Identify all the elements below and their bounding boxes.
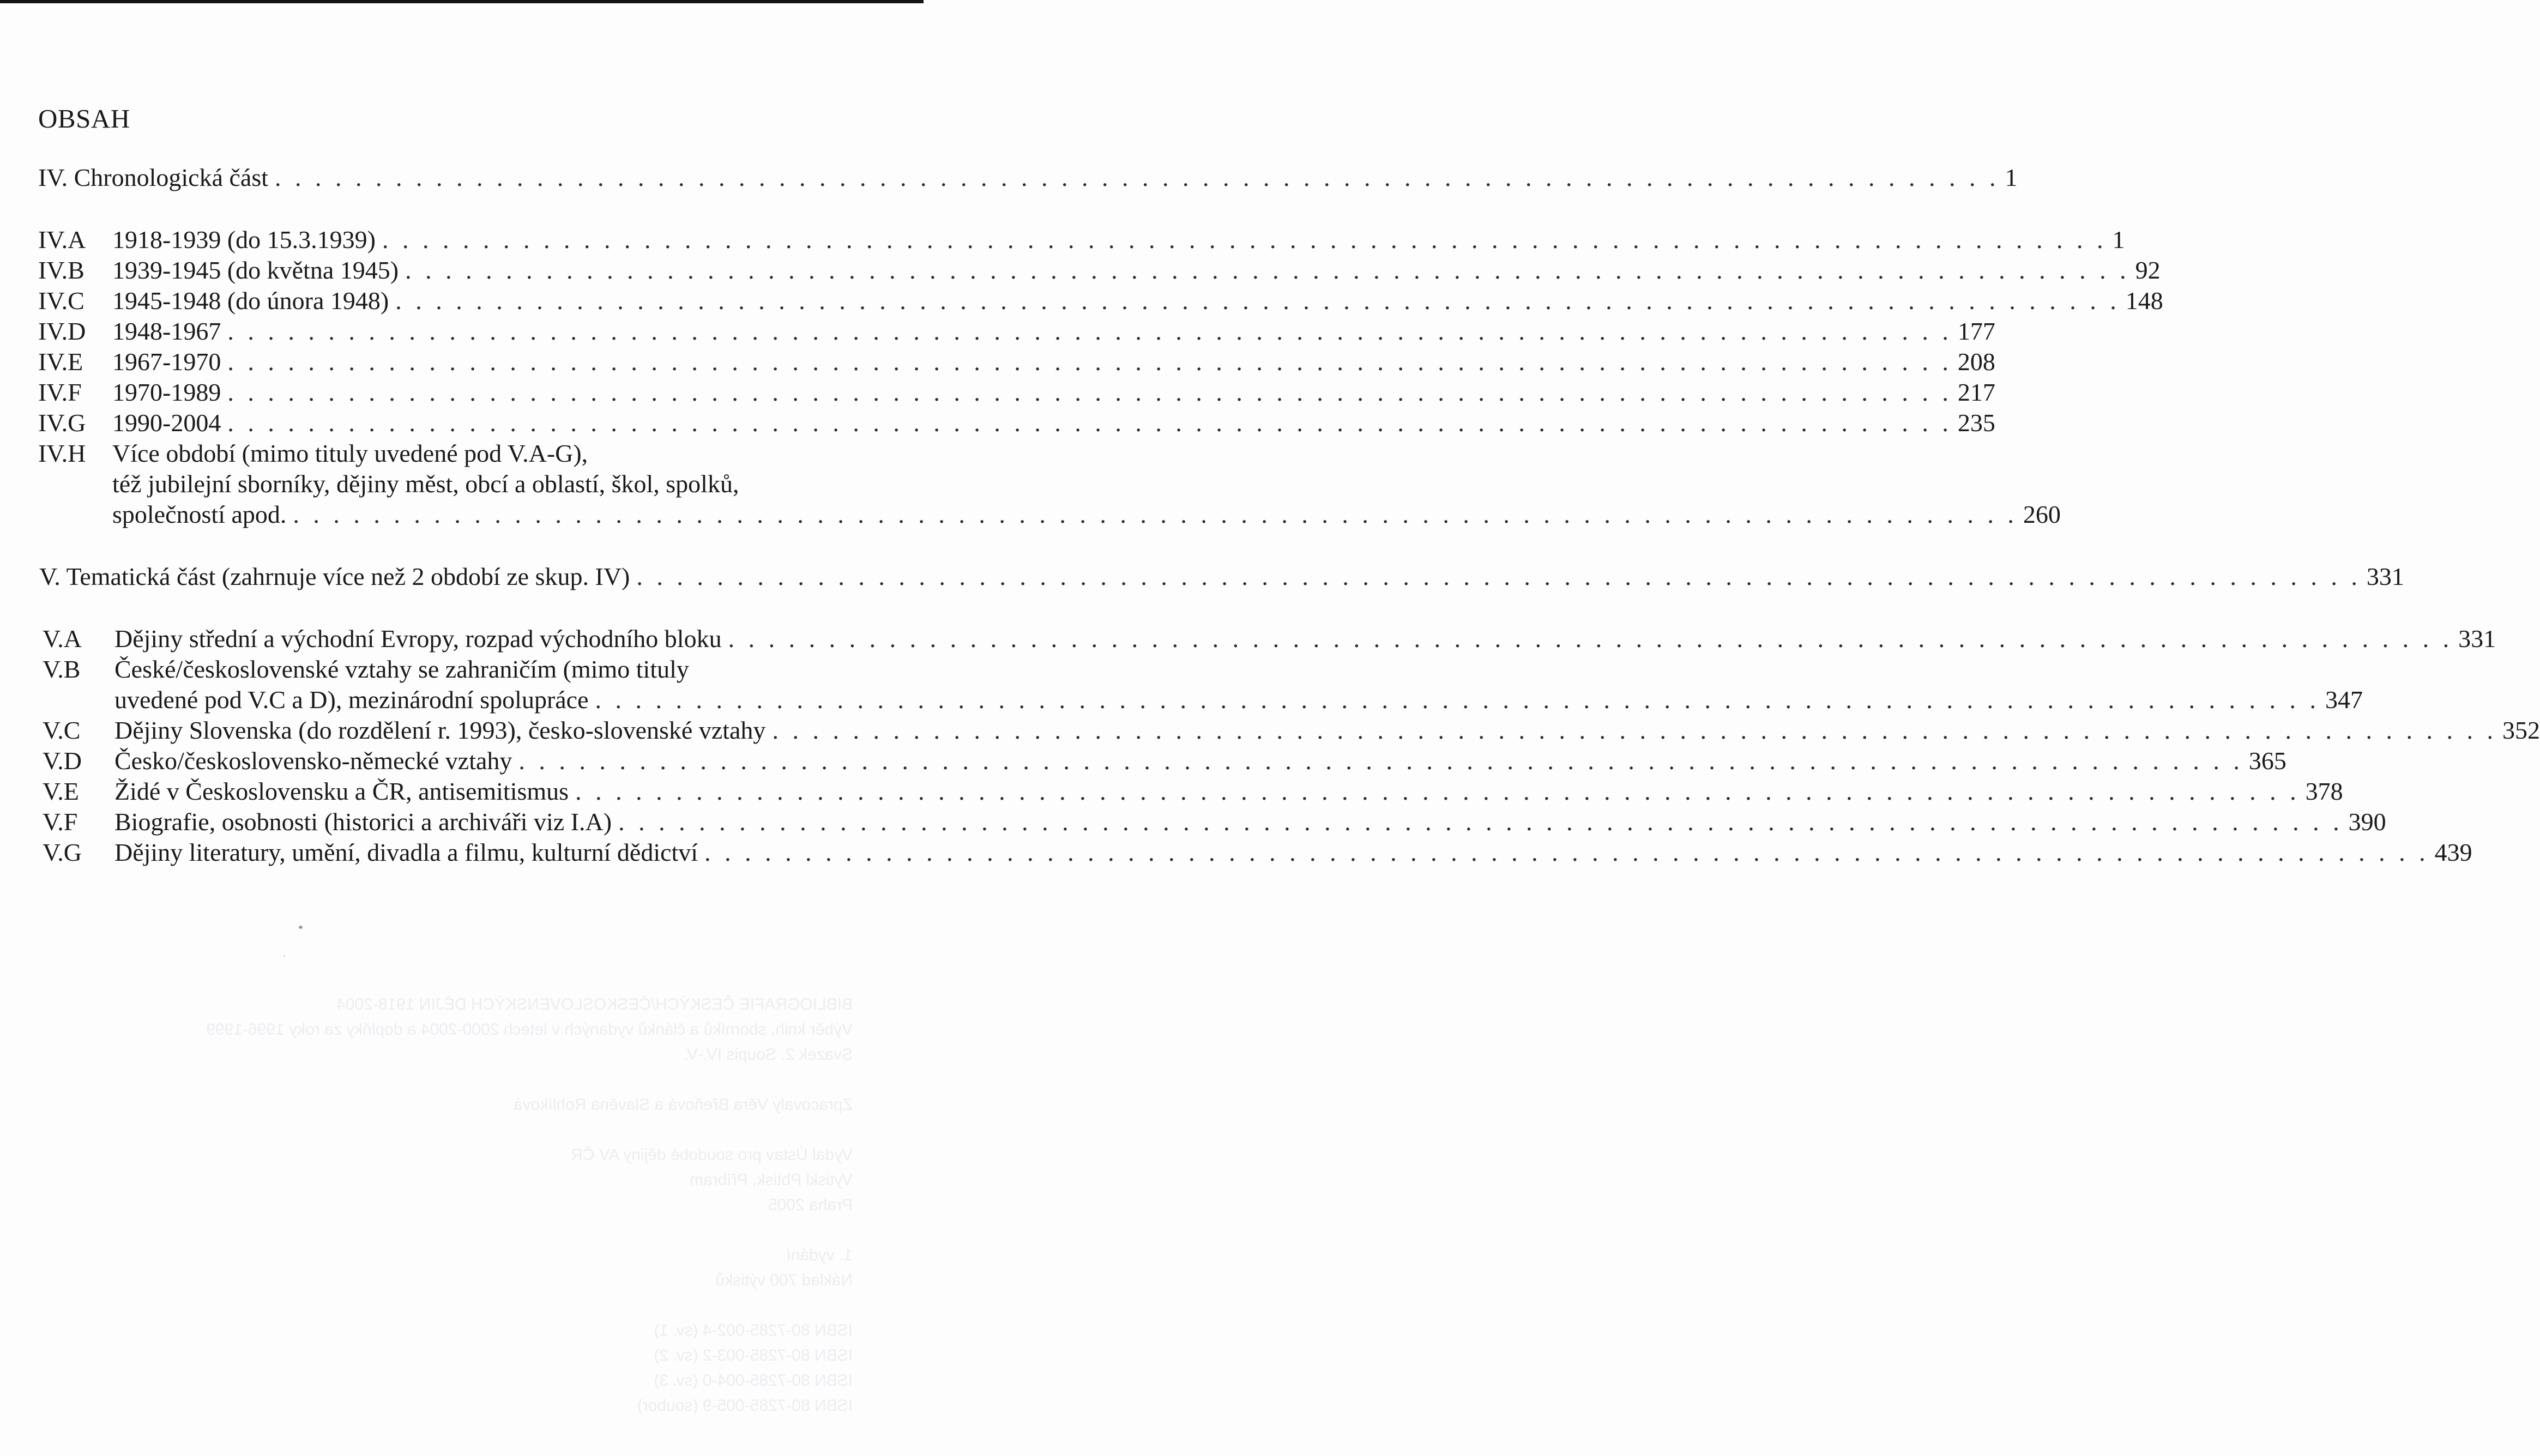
paper-speck: [299, 926, 303, 929]
toc-leader: . . . . . . . . . . . . . . . . . . . . . . . . . . . . . . . . . . . . . . . . . . . . . . . . . . . . . . . . . . . . . . . . . . . . . . . . . . . . . . . . . . . . . .: [518, 747, 2243, 775]
toc-leader: . . . . . . . . . . . . . . . . . . . . . . . . . . . . . . . . . . . . . . . . . . . . . . . . . . . . . . . . . . . . . . . . . . . . . . . . . . . . . . . . . . . . . .: [395, 287, 2120, 315]
toc-entry-code: V.D: [43, 747, 82, 775]
toc-entry-code: V.C: [43, 716, 81, 744]
toc-entry-title: 1990-2004: [112, 409, 221, 437]
toc-leader: . . . . . . . . . . . . . . . . . . . . . . . . . . . . . . . . . . . . . . . . . . . . . . . . . . . . . . . . . . . . . . . . . . . . . . . . . . . . . . . . . . . . . .: [728, 625, 2453, 653]
toc-page-number: 347: [2325, 686, 2363, 714]
toc-page-number: 352: [2502, 716, 2540, 744]
toc-entry-b-first: [43, 654, 689, 685]
toc-page-number: 1: [2005, 164, 2018, 191]
toc-entry: [43, 624, 2496, 654]
toc-leader: . . . . . . . . . . . . . . . . . . . . . . . . . . . . . . . . . . . . . . . . . . . . . . . . . . . . . . . . . . . . . . . . . . . . . . . . . . . . . . . . . . . . . .: [595, 686, 2320, 714]
toc-entry: [38, 316, 1995, 347]
toc-entry-title: Židé v Československu a ČR, antisemitismus: [114, 777, 569, 805]
toc-page-number: 148: [2125, 287, 2163, 315]
toc-entry-title: Více období (mimo tituly uvedené pod V.A-G),: [112, 439, 588, 467]
show-through-block: [0, 992, 853, 1067]
toc-entry: [38, 225, 2125, 255]
toc-entry-title: společností apod.: [112, 500, 287, 528]
toc-page-number: 177: [1957, 317, 1995, 345]
toc-page-number: 1: [2112, 226, 2125, 253]
toc-entry-title: uvedené pod V.C a D), mezinárodní spolupráce: [114, 686, 589, 714]
show-through-line: ISBN 80-7285-004-0 (sv. 3): [654, 1372, 853, 1389]
toc-leader: . . . . . . . . . . . . . . . . . . . . . . . . . . . . . . . . . . . . . . . . . . . . . . . . . . . . . . . . . . . . . . . . . . . . . . . . . . . . . . . . . . . . . .: [227, 317, 1952, 345]
paper-speck: [283, 955, 285, 957]
show-through-line: Praha 2005: [768, 1196, 853, 1214]
toc-entry-title: 1918-1939 (do 15.3.1939): [112, 226, 376, 253]
toc-entry-code: IV.E: [38, 348, 83, 376]
toc-leader: . . . . . . . . . . . . . . . . . . . . . . . . . . . . . . . . . . . . . . . . . . . . . . . . . . . . . . . . . . . . . . . . . . . . . . . . . . . . . . . . . . . . . .: [618, 808, 2343, 836]
toc-page-number: 92: [2135, 256, 2161, 284]
toc-page-number: 217: [1957, 378, 1995, 406]
toc-entry-code: V.B: [43, 655, 81, 683]
show-through-line: 1. vydání: [786, 1246, 853, 1264]
toc-entry-title: Dějiny střední a východní Evropy, rozpad východního bloku: [114, 625, 722, 653]
toc-entry-title: Biografie, osobnosti (historici a archiváři viz I.A): [114, 808, 612, 836]
toc-entry-code: V.G: [43, 838, 82, 866]
toc-entry-title: 1967-1970: [112, 348, 221, 376]
page-top-border: [0, 0, 924, 3]
show-through-line: Výběr knih, sborníků a článků vydaných v letech 2000-2004 a doplňky za roky 1996-1999: [206, 1020, 853, 1038]
toc-page-number: 378: [2305, 777, 2343, 805]
show-through-line: ISBN 80-7285-003-2 (sv. 2): [654, 1346, 853, 1364]
toc-entry: [43, 746, 2286, 776]
toc-entry-title: 1948-1967: [112, 317, 221, 345]
toc-leader: . . . . . . . . . . . . . . . . . . . . . . . . . . . . . . . . . . . . . . . . . . . . . . . . . . . . . . . . . . . . . . . . . . . . . . . . . . . . . . . . . . . . . .: [227, 409, 1952, 437]
show-through-line: Zpracovaly Věra Břeňová a Slavěna Rohlíková: [513, 1096, 853, 1114]
toc-leader: . . . . . . . . . . . . . . . . . . . . . . . . . . . . . . . . . . . . . . . . . . . . . . . . . . . . . . . . . . . . . . . . . . . . . . . . . . . . . . . . . . . . . .: [293, 500, 2018, 528]
toc-entry-h-last: [112, 499, 2061, 530]
toc-entry-title: Dějiny literatury, umění, divadla a filmu, kulturní dědictví: [114, 838, 698, 866]
page-title: OBSAH: [38, 104, 130, 134]
toc-entry-code: IV.G: [38, 409, 86, 437]
toc-leader: . . . . . . . . . . . . . . . . . . . . . . . . . . . . . . . . . . . . . . . . . . . . . . . . . . . . . . . . . . . . . . . . . . . . . . . . . . . . . . . . . . . . . .: [405, 256, 2130, 284]
toc-entry-title: 1939-1945 (do května 1945): [112, 256, 399, 284]
reverse-side-show-through: [0, 992, 853, 1443]
toc-leader: . . . . . . . . . . . . . . . . . . . . . . . . . . . . . . . . . . . . . . . . . . . . . . . . . . . . . . . . . . . . . . . . . . . . . . . . . . . . . . . . . . . . . .: [275, 164, 2000, 191]
toc-entry-code: V.F: [43, 808, 78, 836]
toc-entry-code: IV.D: [38, 317, 86, 345]
toc-page-number: 439: [2434, 838, 2472, 866]
show-through-line: ISBN 80-7285-005-9 (soubor): [637, 1397, 853, 1415]
toc-entry-title: Česko/československo-německé vztahy: [114, 747, 512, 775]
toc-page-number: 390: [2348, 808, 2386, 836]
toc-entry-title: 1970-1989: [112, 378, 221, 406]
toc-leader: . . . . . . . . . . . . . . . . . . . . . . . . . . . . . . . . . . . . . . . . . . . . . . . . . . . . . . . . . . . . . . . . . . . . . . . . . . . . . . . . . . . . . .: [382, 226, 2107, 253]
toc-entry: [43, 807, 2386, 837]
show-through-line: Svazek 2. Soupis IV.-V.: [684, 1046, 853, 1064]
toc-section-v: [39, 561, 2404, 592]
toc-leader: . . . . . . . . . . . . . . . . . . . . . . . . . . . . . . . . . . . . . . . . . . . . . . . . . . . . . . . . . . . . . . . . . . . . . . . . . . . . . . . . . . . . . .: [227, 348, 1952, 376]
toc-section-iv: [38, 162, 2018, 193]
toc-entry: [43, 776, 2343, 807]
toc-entry: [38, 377, 1995, 408]
toc-section-label: V. Tematická část (zahrnuje více než 2 období ze skup. IV): [39, 563, 630, 590]
show-through-line: ISBN 80-7285-002-4 (sv. 1): [654, 1321, 853, 1339]
show-through-line: Vytiskl Pbtisk, Příbram: [690, 1171, 853, 1189]
toc-entry-code: IV.C: [38, 287, 85, 315]
show-through-line: Náklad 700 výtisků: [715, 1271, 853, 1289]
toc-page-number: 331: [2366, 563, 2404, 590]
toc-leader: . . . . . . . . . . . . . . . . . . . . . . . . . . . . . . . . . . . . . . . . . . . . . . . . . . . . . . . . . . . . . . . . . . . . . . . . . . . . . . . . . . . . . .: [636, 563, 2361, 590]
toc-entry-code: IV.B: [38, 256, 85, 284]
toc-page-number: 365: [2248, 747, 2286, 775]
toc-entry-b-last: [114, 685, 2363, 715]
toc-entry-h-second: též jubilejní sborníky, dějiny měst, obcí a oblastí, škol, spolků,: [112, 470, 739, 498]
toc-entry-code: IV.F: [38, 378, 82, 406]
toc-page-number: 331: [2458, 625, 2496, 653]
toc-entry: [38, 408, 1995, 438]
toc-page-number: 208: [1957, 348, 1995, 376]
toc-entry-code: IV.H: [38, 439, 86, 467]
toc-entry-code: V.A: [43, 625, 82, 653]
show-through-block: [0, 1143, 853, 1218]
toc-entry-h-first: [38, 438, 588, 469]
toc-entry: [38, 286, 2163, 316]
toc-page-number: 260: [2023, 500, 2061, 528]
show-through-line: Vydal Ústav pro soudobé dějiny AV ČR: [571, 1146, 853, 1164]
toc-leader: . . . . . . . . . . . . . . . . . . . . . . . . . . . . . . . . . . . . . . . . . . . . . . . . . . . . . . . . . . . . . . . . . . . . . . . . . . . . . . . . . . . . . .: [227, 378, 1952, 406]
toc-entry-title: 1945-1948 (do února 1948): [112, 287, 389, 315]
toc-entry: [38, 255, 2161, 286]
toc-leader: . . . . . . . . . . . . . . . . . . . . . . . . . . . . . . . . . . . . . . . . . . . . . . . . . . . . . . . . . . . . . . . . . . . . . . . . . . . . . . . . . . . . . .: [575, 777, 2300, 805]
toc-section-label: IV. Chronologická část: [38, 164, 269, 191]
toc-entry-code: V.E: [43, 777, 79, 805]
toc-entry: [43, 837, 2472, 868]
show-through-line: BIBLIOGRAFIE ČESKÝCH/ČESKOSLOVENSKÝCH DĚJIN 1918-2004: [336, 995, 853, 1013]
toc-entry-code: IV.A: [38, 226, 86, 253]
toc-entry: [43, 715, 2540, 746]
toc-entry-title: Dějiny Slovenska (do rozdělení r. 1993), česko-slovenské vztahy: [114, 716, 766, 744]
toc-entry: [38, 347, 1995, 377]
toc-leader: . . . . . . . . . . . . . . . . . . . . . . . . . . . . . . . . . . . . . . . . . . . . . . . . . . . . . . . . . . . . . . . . . . . . . . . . . . . . . . . . . . . . . .: [772, 716, 2497, 744]
toc-entry-title: České/československé vztahy se zahraničím (mimo tituly: [114, 655, 689, 683]
show-through-block: [0, 1318, 853, 1418]
show-through-block: [0, 1243, 853, 1293]
toc-page-number: 235: [1957, 409, 1995, 437]
show-through-block: [0, 1092, 853, 1117]
toc-leader: . . . . . . . . . . . . . . . . . . . . . . . . . . . . . . . . . . . . . . . . . . . . . . . . . . . . . . . . . . . . . . . . . . . . . . . . . . . . . . . . . . . . . .: [704, 838, 2429, 866]
